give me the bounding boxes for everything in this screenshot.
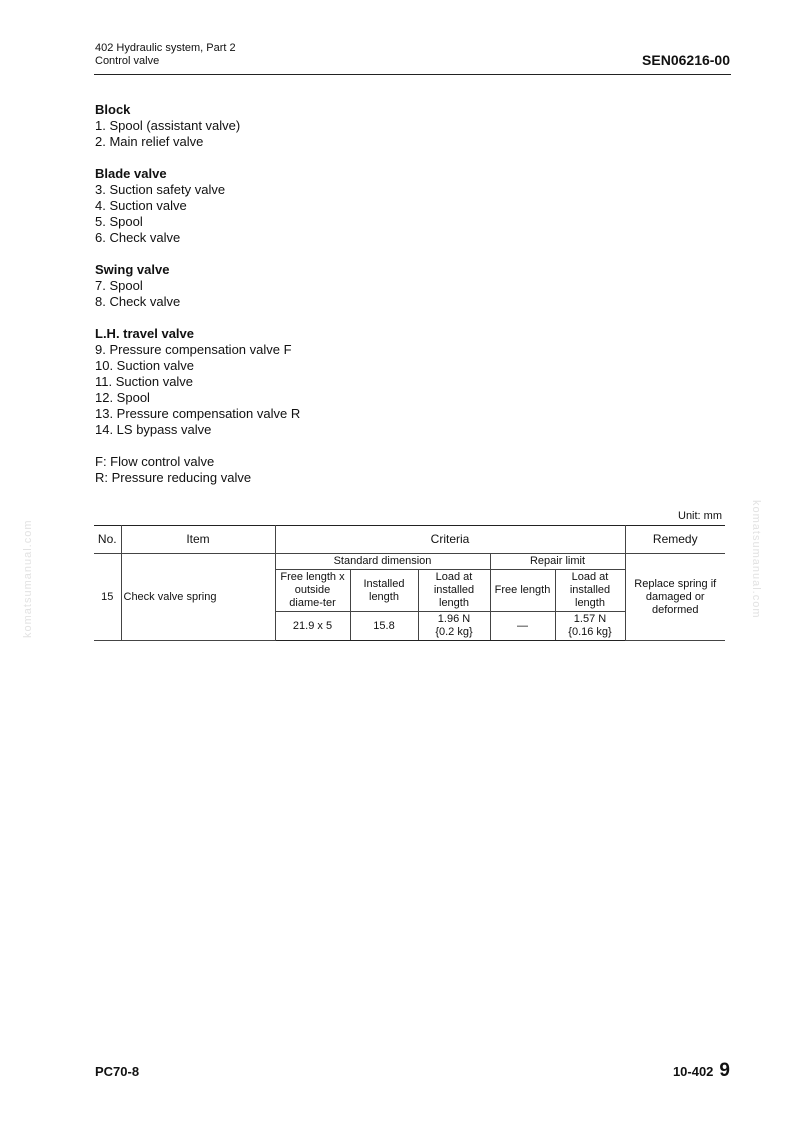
section-title: L.H. travel valve bbox=[95, 326, 194, 341]
notes bbox=[95, 454, 655, 486]
header-remedy: Remedy bbox=[625, 526, 725, 554]
watermark-left: komatsumanual.com bbox=[22, 519, 34, 638]
footer-section-code: 10-402 bbox=[672, 1064, 714, 1079]
section-title: Blade valve bbox=[95, 166, 167, 181]
subheader-load-installed: Load at installed length bbox=[418, 570, 490, 612]
list-item: 11. Suction valve bbox=[95, 374, 194, 389]
document-code: SEN06216-00 bbox=[642, 52, 730, 68]
subheader-free-length: Free length bbox=[490, 570, 555, 612]
header-no: No. bbox=[94, 526, 121, 554]
list-item: 3. Suction safety valve bbox=[95, 182, 226, 197]
note: R: Pressure reducing valve bbox=[95, 470, 252, 485]
footer-model: PC70-8 bbox=[95, 1064, 140, 1079]
standard-dimension-header: Standard dimension bbox=[275, 554, 490, 570]
limit-load-newton: 1.57 N bbox=[573, 613, 607, 625]
subheader-load-installed-limit: Load at installed length bbox=[555, 570, 625, 612]
footer-page-ref bbox=[673, 1060, 730, 1082]
header-divider bbox=[94, 74, 731, 75]
watermark-right: komatsumanual.com bbox=[750, 500, 762, 619]
list-item: 2. Main relief valve bbox=[95, 134, 204, 149]
list-item: 14. LS bypass valve bbox=[95, 422, 212, 437]
list-item: 7. Spool bbox=[95, 278, 143, 293]
list-item: 5. Spool bbox=[95, 214, 143, 229]
list-item: 13. Pressure compensation valve R bbox=[95, 406, 301, 421]
table-row bbox=[94, 554, 725, 570]
table-header-row bbox=[94, 526, 725, 554]
list-item: 6. Check valve bbox=[95, 230, 181, 245]
running-header bbox=[95, 42, 236, 68]
header-line-1: 402 Hydraulic system, Part 2 bbox=[95, 42, 236, 54]
repair-limit-header: Repair limit bbox=[490, 554, 625, 570]
cell-load-installed-limit bbox=[555, 612, 625, 641]
section-title: Swing valve bbox=[95, 262, 170, 277]
cell-free-length-limit: — bbox=[490, 612, 555, 641]
unit-label: Unit: mm bbox=[678, 510, 722, 522]
list-item: 12. Spool bbox=[95, 390, 150, 405]
cell-remedy: Replace spring if damaged or deformed bbox=[625, 554, 725, 641]
cell-load-installed bbox=[418, 612, 490, 641]
parts-list bbox=[95, 102, 655, 486]
header-item: Item bbox=[121, 526, 275, 554]
load-newton: 1.96 N bbox=[437, 613, 471, 625]
cell-item: Check valve spring bbox=[121, 554, 275, 641]
footer-page-number: 9 bbox=[719, 1060, 730, 1081]
list-item: 9. Pressure compensation valve F bbox=[95, 342, 292, 357]
section-lh-travel-valve bbox=[95, 326, 655, 438]
note: F: Flow control valve bbox=[95, 454, 215, 469]
limit-load-kg: {0.16 kg} bbox=[568, 626, 612, 638]
list-item: 4. Suction valve bbox=[95, 198, 187, 213]
cell-free-length-od: 21.9 x 5 bbox=[275, 612, 350, 641]
section-block bbox=[95, 102, 655, 150]
load-kg: {0.2 kg} bbox=[435, 626, 473, 638]
section-title: Block bbox=[95, 102, 131, 117]
subheader-installed-length: Installed length bbox=[350, 570, 418, 612]
list-item: 8. Check valve bbox=[95, 294, 181, 309]
list-item: 10. Suction valve bbox=[95, 358, 195, 373]
header-criteria: Criteria bbox=[275, 526, 625, 554]
section-swing-valve bbox=[95, 262, 655, 310]
section-blade-valve bbox=[95, 166, 655, 246]
subheader-free-length-od: Free length x outside diame-ter bbox=[275, 570, 350, 612]
list-item: 1. Spool (assistant valve) bbox=[95, 118, 241, 133]
cell-no: 15 bbox=[94, 554, 121, 641]
header-line-2: Control valve bbox=[95, 55, 160, 67]
spec-table bbox=[94, 525, 725, 641]
cell-installed-length: 15.8 bbox=[350, 612, 418, 641]
